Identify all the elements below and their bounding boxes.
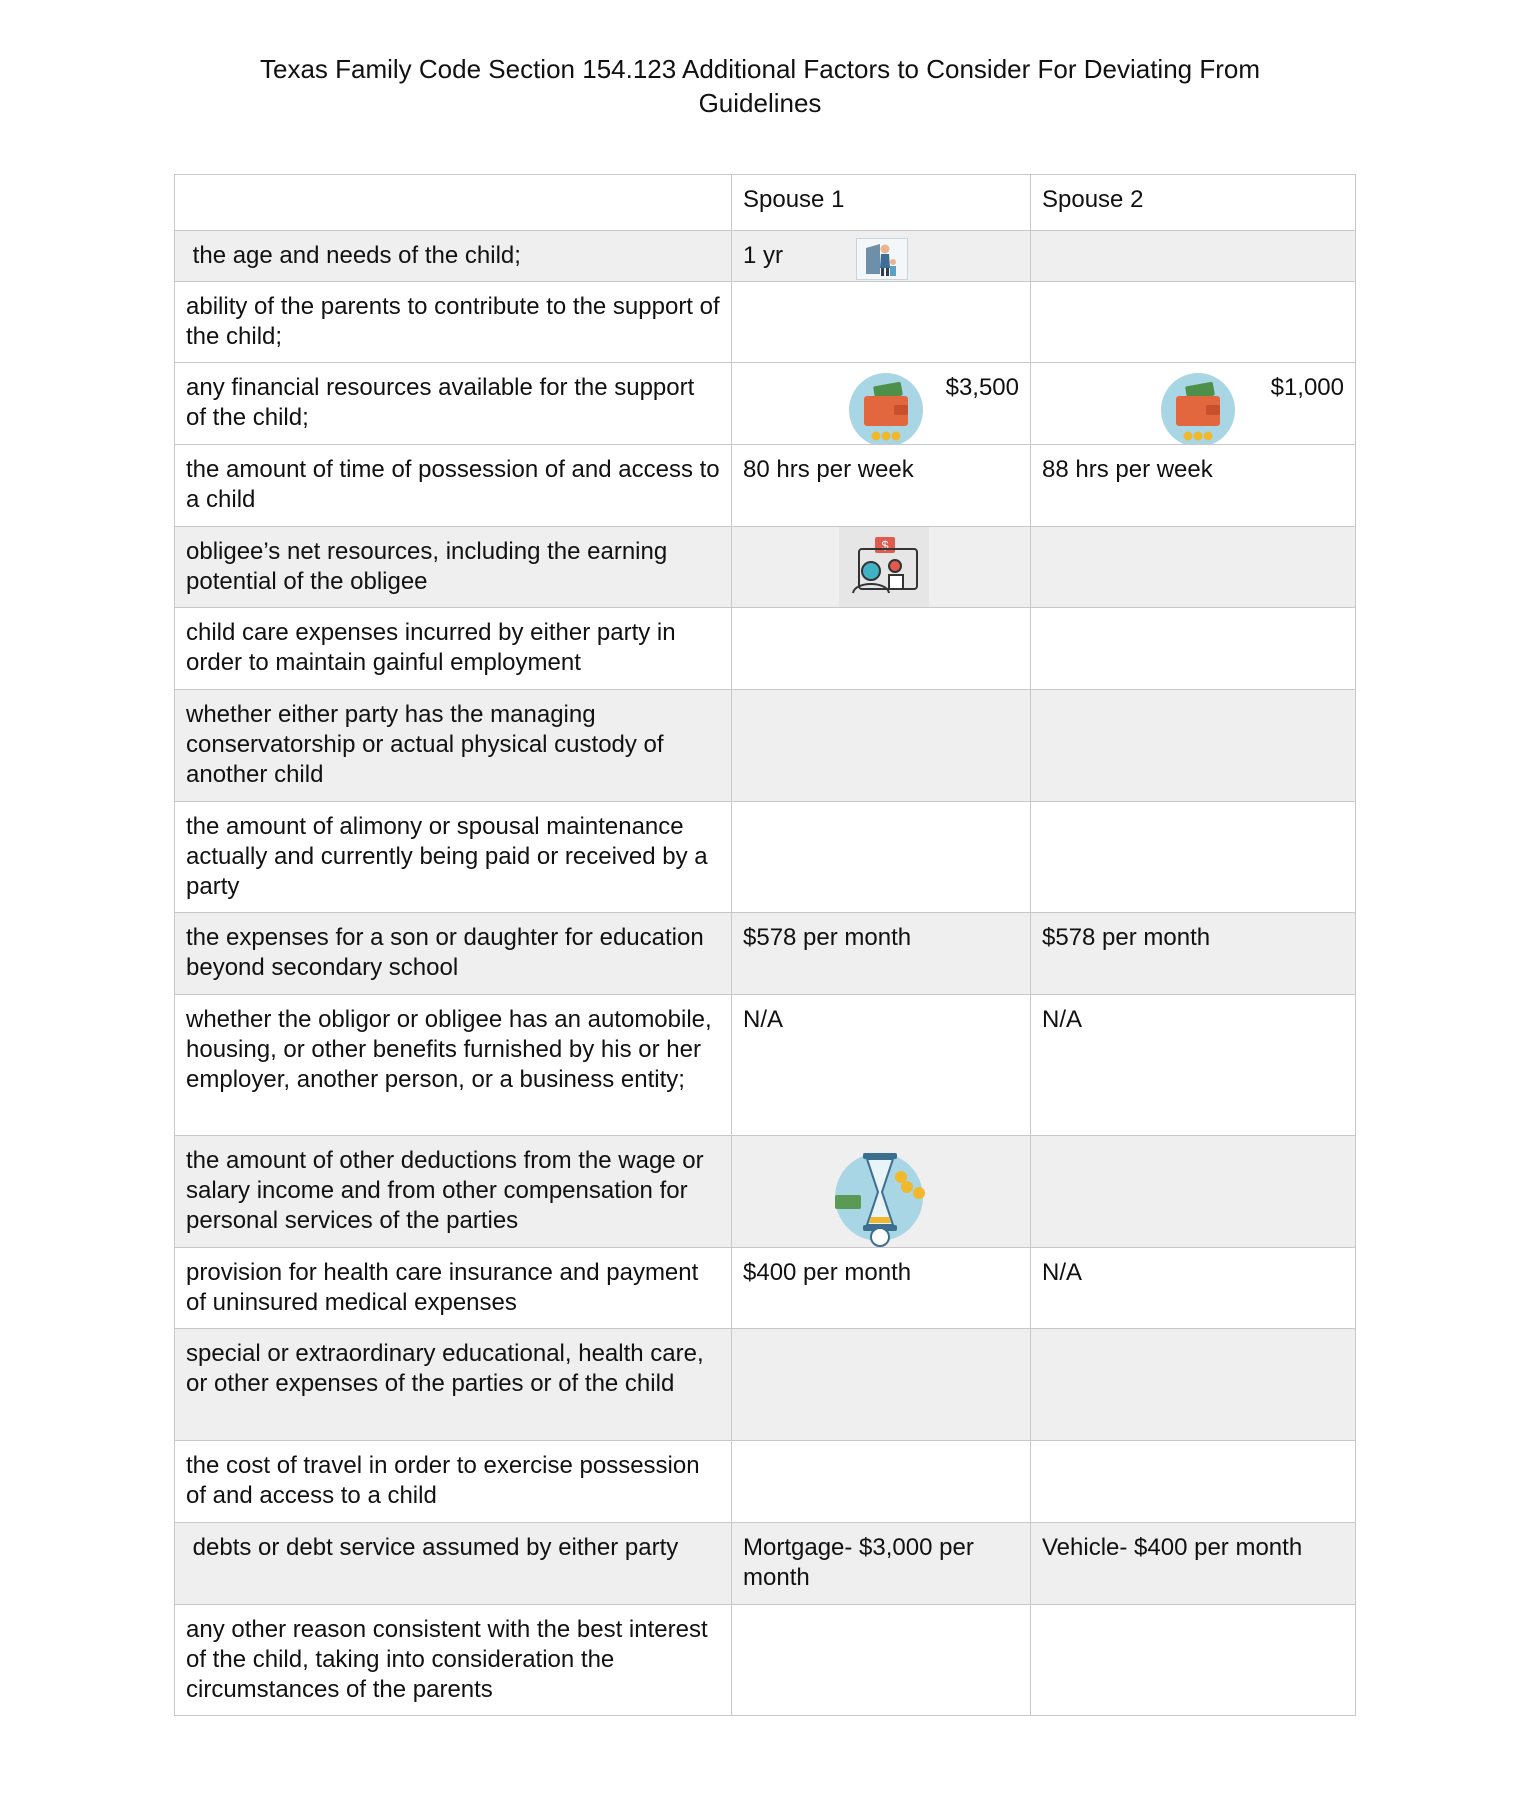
spouse1-cell [732,690,1031,802]
factor-cell: obligee’s net resources, including the earning potential of the obligee [175,527,732,608]
spouse2-cell: N/A [1031,1248,1356,1329]
spouse1-cell: $578 per month [732,913,1031,995]
spouse2-cell: N/A [1031,995,1356,1136]
spouse2-cell: 88 hrs per week [1031,445,1356,527]
factors-table [174,174,1356,1716]
factor-cell: the amount of alimony or spousal maintenance actually and currently being paid or received by a party [175,802,732,913]
table-row [175,1605,1356,1716]
table-row [175,690,1356,802]
factor-cell: ability of the parents to contribute to the support of the child; [175,282,732,363]
table-row [175,282,1356,363]
table-row [175,1329,1356,1441]
table-row [175,608,1356,690]
spouse1-cell: $400 per month [732,1248,1031,1329]
spouse1-cell [732,608,1031,690]
spouse1-cell [732,231,1031,282]
spouse1-cell [732,527,1031,608]
factor-cell: any other reason consistent with the best interest of the child, taking into consideration the circumstances of the parents [175,1605,732,1716]
header-cell-factor [175,175,732,231]
table-row [175,1441,1356,1523]
wallet-money-icon [848,372,924,445]
spouse1-value: $3,500 [945,374,1019,401]
spouse1-cell [732,282,1031,363]
table-row [175,1136,1356,1248]
spouse1-cell [732,1329,1031,1441]
table-row [175,363,1356,445]
spouse2-cell [1031,1136,1356,1248]
factor-cell: the cost of travel in order to exercise possession of and access to a child [175,1441,732,1523]
factor-cell: the expenses for a son or daughter for education beyond secondary school [175,913,732,995]
factor-cell: any financial resources available for the support of the child; [175,363,732,445]
title-line-1: Texas Family Code Section 154.123 Additional Factors to Consider For Deviating From [259,54,1261,84]
factor-cell: special or extraordinary educational, health care, or other expenses of the parties or of the child [175,1329,732,1441]
header-cell-spouse1: Spouse 1 [732,175,1031,231]
table-row [175,527,1356,608]
table-row [175,1248,1356,1329]
spouse2-cell: $578 per month [1031,913,1356,995]
spouse2-cell [1031,231,1356,282]
table-header-row [175,175,1356,231]
spouse1-cell: Mortgage- $3,000 per month [732,1523,1031,1605]
spouse2-cell [1031,363,1356,445]
spouse1-cell [732,363,1031,445]
spouse2-cell [1031,690,1356,802]
factor-cell: debts or debt service assumed by either party [175,1523,732,1605]
spouse1-cell [732,1441,1031,1523]
spouse2-cell: Vehicle- $400 per month [1031,1523,1356,1605]
header-cell-spouse2: Spouse 2 [1031,175,1356,231]
spouse1-cell: N/A [732,995,1031,1136]
spouse2-cell [1031,527,1356,608]
factor-cell: whether the obligor or obligee has an automobile, housing, or other benefits furnished by his or her employer, another person, or a business entity; [175,995,732,1136]
spouse1-cell [732,1136,1031,1248]
spouse2-cell [1031,608,1356,690]
spouse1-cell [732,802,1031,913]
factor-cell: the age and needs of the child; [175,231,732,282]
spouse1-cell: 80 hrs per week [732,445,1031,527]
table-row [175,995,1356,1136]
factor-cell: whether either party has the managing conservatorship or actual physical custody of another child [175,690,732,802]
document-title [0,52,1520,120]
spouse2-cell [1031,802,1356,913]
table-row [175,445,1356,527]
table-row [175,913,1356,995]
wallet-money-icon [1160,372,1236,445]
spouse2-cell [1031,282,1356,363]
factor-cell: provision for health care insurance and payment of uninsured medical expenses [175,1248,732,1329]
earning-person-icon [839,527,929,607]
hourglass-money-icon [833,1147,933,1247]
spouse2-cell [1031,1441,1356,1523]
spouse1-cell [732,1605,1031,1716]
table-row [175,231,1356,282]
title-line-2: Guidelines [698,88,822,118]
spouse2-value: $1,000 [1270,374,1344,401]
spouse1-value: 1 yr [743,242,784,269]
factor-cell: the amount of time of possession of and access to a child [175,445,732,527]
table-row [175,1523,1356,1605]
factor-cell: child care expenses incurred by either party in order to maintain gainful employment [175,608,732,690]
spouse2-cell [1031,1605,1356,1716]
parent-child-icon [856,238,908,280]
spouse2-cell [1031,1329,1356,1441]
svg-text:$: $ [881,538,889,553]
factor-cell: the amount of other deductions from the wage or salary income and from other compensation for personal services of the parties [175,1136,732,1248]
table-row [175,802,1356,913]
